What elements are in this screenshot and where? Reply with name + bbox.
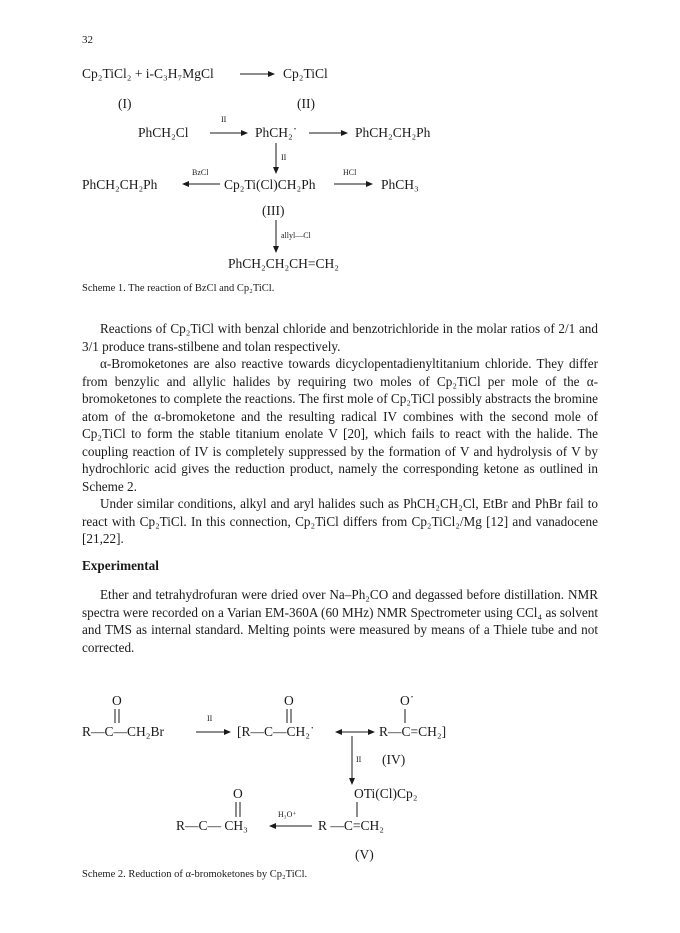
page-number: 32 [82,34,93,46]
scheme2-radical-enol: R—C=CH₂] [379,724,447,739]
scheme1-titanium-benzyl: Cp₂Ti(Cl)CH₂Ph [224,177,316,192]
scheme2-ketone-product: R—C— CH₃ [176,818,248,833]
paragraph-experimental: Ether and tetrahydrofuran were dried over Na–Ph₂CO and degassed before distillation. NMR spectra were recorded on a Varian EM-360A (60 MHz) NMR Spectrometer using CCl₄ as solvent and TMS as internal standard. Melting points were measured by means of a Thiele tube and not corrected. [82,587,598,655]
scheme2-titanium-enolate: R —C=CH₂ [318,818,384,833]
scheme2-label-V: (V) [355,847,374,862]
body-text-block-1 [82,320,598,548]
paragraph-bromoketones: α-Bromoketones are also reactive towards dicyclopentadienyltitanium chloride. They differ from benzylic and allylic halides by requiring two moles of Cp₂TiCl per mole of the α-bromoketones to complete the reactions. The first mole of Cp₂TiCl possibly abstracts the bromine atom of the α-bromoketone and the resulting radical IV combines with the second mole of Cp₂TiCl to form the stable titanium enolate V [20], which fails to react with the halide. The coupling reaction of IV is completely suppressed by the formation of V and hydrolysis of V by hydrochloric acid gives the reduction product, namely the corresponding ketone as outlined in Scheme 2. [82,356,598,494]
scheme2-r1-arrow-label: II [207,714,213,723]
scheme2-carbonyl-o2: O [284,693,294,708]
scheme2-caption: Scheme 2. Reduction of α-bromoketones by Cp₂TiCl. [82,869,308,880]
scheme1-label-I: (I) [118,96,132,111]
scheme2-oxygen-radical: O˙ [400,693,415,708]
scheme1-eq1-left: Cp₂TiCl₂ + i-C₃H₇MgCl [82,66,214,81]
section-heading-experimental: Experimental [82,558,159,573]
scheme1-bzcl-label: BzCl [192,168,209,177]
body-text-block-2 [82,586,598,656]
scheme1-allylbenzene-product: PhCH₂CH₂CH=CH₂ [228,256,340,271]
scheme2-radical-keto: [R—C—CH₂˙ [237,724,315,739]
scheme1-label-III: (III) [262,203,285,218]
scheme2-label-IV: (IV) [382,752,406,767]
scheme1-row3-bibenzyl: PhCH₂CH₂Ph [82,177,158,192]
scheme1-toluene: PhCH₃ [381,177,419,192]
scheme1-allyl-label: allyl—Cl [281,231,311,240]
scheme1-label-II: (II) [297,96,315,111]
scheme1-bibenzyl: PhCH₂CH₂Ph [355,125,431,140]
scheme2-carbonyl-o4: O [233,786,243,801]
scheme1-benzyl-radical: PhCH₂˙ [255,125,298,140]
paragraph-alkyl-halides: Under similar conditions, alkyl and aryl halides such as PhCH₂CH₂Cl, EtBr and PhBr fail to react with Cp₂TiCl. In this connection, Cp₂TiCl differs from Cp₂TiCl₂/Mg [12] and vanadocene [21,22]. [82,496,598,546]
scheme2-down-arrow-label: II [356,755,362,764]
scheme1-eq1-right: Cp₂TiCl [283,66,328,81]
scheme1-benzyl-chloride: PhCH₂Cl [138,125,189,140]
paragraph-benzal-chloride: Reactions of Cp₂TiCl with benzal chloride and benzotrichloride in the molar ratios of 2/1 and 3/1 produce trans-stilbene and tolan respectively. [82,321,598,354]
scheme2-titanium-enolate-oti: OTi(Cl)Cp₂ [354,786,418,801]
scheme1-row2-arrow-label: II [221,115,227,124]
scheme2-h3o-label: H₃O⁺ [278,810,297,819]
scheme1-hcl-label: HCl [343,168,357,177]
scheme2-carbonyl-o1: O [112,693,122,708]
scheme1-down-arrow1-label: II [281,153,287,162]
scheme1-caption: Scheme 1. The reaction of BzCl and Cp₂TiCl. [82,283,275,294]
scheme2-bromoketone: R—C—CH₂Br [82,724,164,739]
